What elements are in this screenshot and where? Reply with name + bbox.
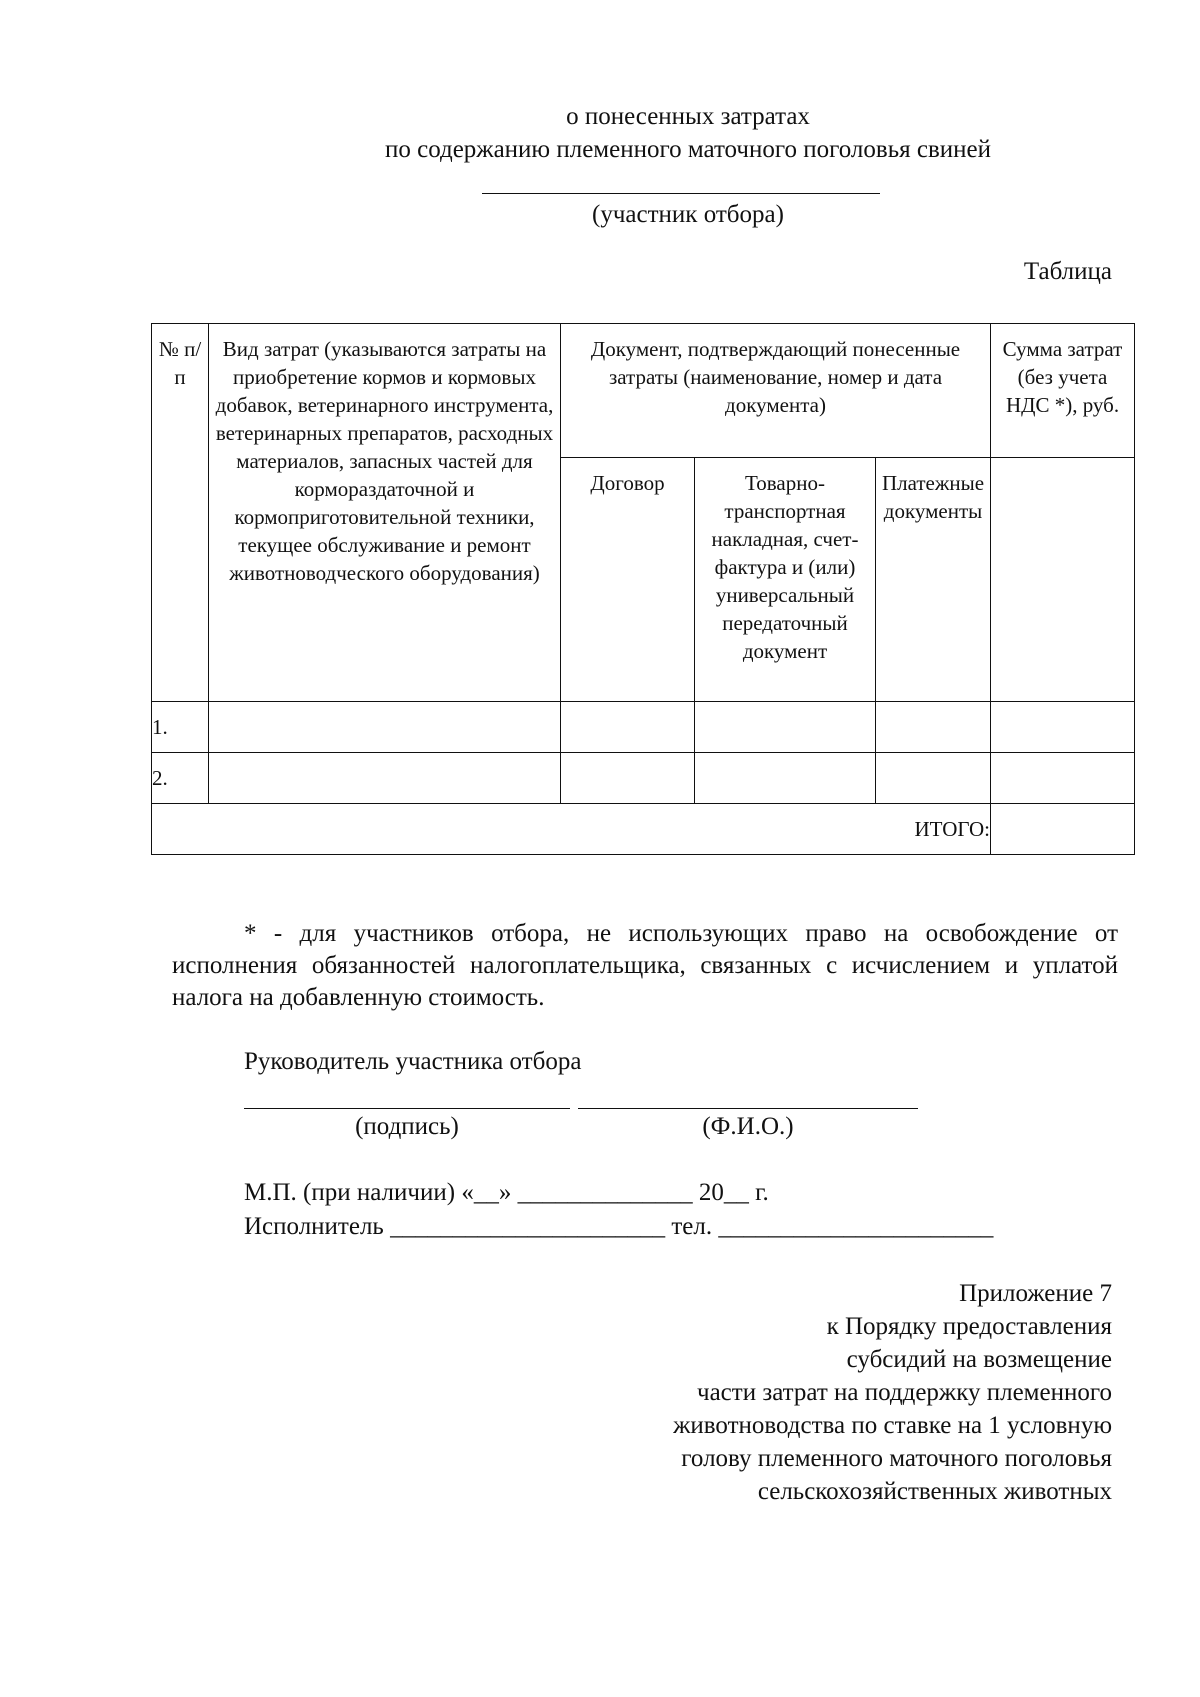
appendix-line: животноводства по ставке на 1 условную	[673, 1412, 1112, 1439]
appendix-line: Приложение 7	[959, 1280, 1112, 1307]
table-total-row	[152, 804, 1135, 855]
header-cell-number: № п/п	[152, 324, 209, 702]
table-cell	[695, 753, 876, 804]
total-label: ИТОГО:	[152, 804, 991, 855]
table-cell	[209, 753, 561, 804]
participant-caption: (участник отбора)	[592, 201, 784, 228]
vat-footnote-text: * - для участников отбора, не использующих право на освобождение от исполнения обязанностей налогоплательщика, связанных с исчислением и уплатой налога на добавленную стоимость.	[172, 920, 1118, 1011]
header-cell-sum: Сумма затрат (без учета НДС *), руб.	[991, 324, 1135, 458]
subheader-cell-waybill: Товарно-транспортная накладная, счет-фактура и (или) универсальный передаточный документ	[695, 458, 876, 702]
appendix-line: субсидий на возмещение	[846, 1346, 1112, 1373]
signature-caption: (подпись)	[355, 1113, 459, 1140]
table-cell	[876, 702, 991, 753]
executor-phone-line: Исполнитель ______________________ тел. ______________________	[244, 1213, 994, 1240]
row-number: 2.	[152, 753, 209, 804]
subheader-cell-payment: Платежные документы	[876, 458, 991, 702]
signature-blank-line	[244, 1108, 570, 1109]
appendix-line: сельскохозяйственных животных	[757, 1478, 1112, 1505]
head-of-participant-label: Руководитель участника отбора	[244, 1048, 582, 1075]
name-caption: (Ф.И.О.)	[702, 1113, 794, 1140]
table-cell	[876, 753, 991, 804]
table-label: Таблица	[1023, 258, 1112, 285]
costs-table	[151, 323, 1135, 855]
table-cell	[561, 702, 695, 753]
appendix-block	[673, 1277, 1112, 1508]
table-cell	[991, 702, 1135, 753]
appendix-line: к Порядку предоставления	[826, 1313, 1112, 1340]
subheader-cell-contract: Договор	[561, 458, 695, 702]
vat-footnote	[172, 918, 1118, 1014]
appendix-line: голову племенного маточного поголовья	[681, 1445, 1112, 1472]
row-number: 1.	[152, 702, 209, 753]
header-cell-document: Документ, подтверждающий понесенные затраты (наименование, номер и дата документа)	[561, 324, 991, 458]
title-line-2: по содержанию племенного маточного поголовья свиней	[384, 136, 991, 163]
table-cell	[695, 702, 876, 753]
appendix-line: части затрат на поддержку племенного	[697, 1379, 1112, 1406]
name-blank-line	[578, 1108, 918, 1109]
subheader-cell-empty	[991, 458, 1135, 702]
participant-blank-line	[482, 193, 880, 194]
table-cell	[991, 753, 1135, 804]
table-cell	[209, 702, 561, 753]
table-cell	[561, 753, 695, 804]
table-row	[152, 753, 1135, 804]
header-cell-cost-type: Вид затрат (указываются затраты на приобретение кормов и кормовых добавок, ветеринарного инструмента, ветеринарных препаратов, расходных материалов, запасных частей для кормораздаточной и кормоприготовительной техники, текущее обслуживание и ремонт животноводческого оборудования)	[209, 324, 561, 702]
table-header-row	[152, 324, 1135, 458]
total-value-cell	[991, 804, 1135, 855]
title-line-1: о понесенных затратах	[566, 103, 810, 130]
table-row	[152, 702, 1135, 753]
stamp-date-line: М.П. (при наличии) «__» ______________ 20__ г.	[244, 1179, 769, 1206]
